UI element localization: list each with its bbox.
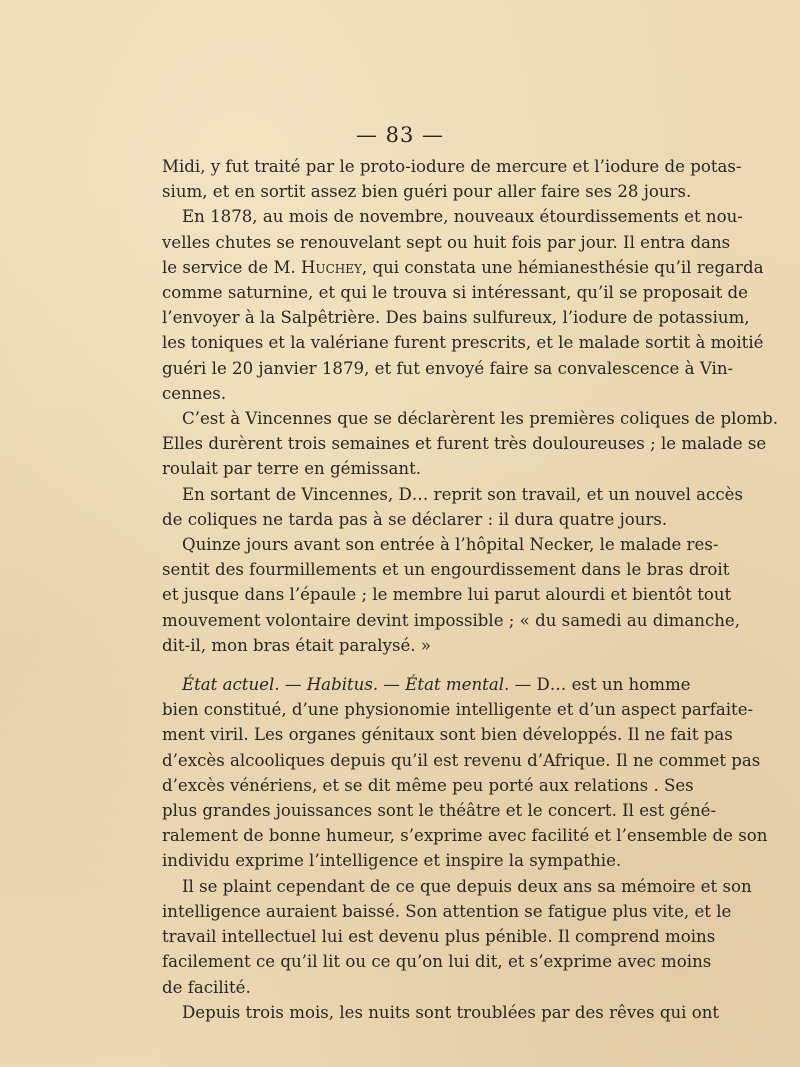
physician-name: Huchey bbox=[301, 257, 362, 277]
text-line: roulait par terre en gémissant. bbox=[162, 459, 422, 479]
text-line: intelligence auraient baissé. Son attention se fatigue plus vite, et le bbox=[162, 901, 732, 921]
text-line: comme saturnine, et qui le trouva si intéressant, qu’il se proposait de bbox=[162, 283, 748, 303]
text-line: l’envoyer à la Salpêtrière. Des bains sulfureux, l’iodure de potassium, bbox=[162, 308, 750, 328]
text-line: En 1878, au mois de novembre, nouveaux étourdissements et nou- bbox=[182, 207, 743, 227]
text-line: plus grandes jouissances sont le théâtre et le concert. Il est géné- bbox=[162, 801, 717, 821]
paragraph-5 bbox=[162, 532, 741, 658]
text-line: travail intellectuel lui est devenu plus pénible. Il comprend moins bbox=[162, 927, 716, 947]
text-line: Midi, y fut traité par le proto-iodure de mercure et l’iodure de potas- bbox=[162, 157, 742, 176]
text-fragment: — D… est un homme bbox=[509, 675, 691, 695]
text-line: Il se plaint cependant de ce que depuis deux ans sa mémoire et son bbox=[182, 876, 752, 896]
text-line: Quinze jours avant son entrée à l’hôpital Necker, le malade res- bbox=[182, 535, 719, 555]
section-gap bbox=[162, 658, 617, 672]
paragraph-1 bbox=[162, 154, 742, 204]
text-line bbox=[162, 255, 764, 280]
text-line: d’excès vénériens, et se dit même peu porté aux relations . Ses bbox=[162, 775, 694, 795]
text-line: En sortant de Vincennes, D… reprit son travail, et un nouvel accès bbox=[182, 484, 743, 504]
text-line: sentit des fourmillements et un engourdissement dans le bras droit bbox=[162, 560, 730, 580]
text-line: mouvement volontaire devint impossible ; « du samedi au dimanche, bbox=[162, 610, 741, 630]
text-line: de facilité. bbox=[162, 977, 251, 997]
text-line: et jusque dans l’épaule ; le membre lui parut alourdi et bientôt tout bbox=[162, 585, 732, 605]
text-line: C’est à Vincennes que se déclarèrent les premières coliques de plomb. bbox=[182, 409, 779, 429]
text-line: de coliques ne tarda pas à se déclarer : il dura quatre jours. bbox=[162, 509, 668, 529]
text-line: Elles durèrent trois semaines et furent très douloureuses ; le malade se bbox=[162, 434, 767, 454]
text-fragment: le service de M. bbox=[162, 257, 301, 277]
text-line: dit-il, mon bras était paralysé. » bbox=[162, 635, 431, 655]
text-line: sium, et en sortit assez bien guéri pour aller faire ses 28 jours. bbox=[162, 182, 692, 202]
text-line: d’excès alcooliques depuis qu’il est revenu d’Afrique. Il ne commet pas bbox=[162, 750, 761, 770]
paragraph-7 bbox=[162, 874, 752, 1000]
paragraph-4 bbox=[162, 482, 743, 532]
paragraph-2 bbox=[162, 204, 764, 406]
text-line: ment viril. Les organes génitaux sont bien développés. Il ne fait pas bbox=[162, 725, 733, 745]
text-line: Depuis trois mois, les nuits sont troublées par des rêves qui ont bbox=[182, 1002, 720, 1022]
page-number: — 83 — bbox=[355, 123, 445, 147]
text-line: individu exprime l’intelligence et inspire la sympathie. bbox=[162, 851, 622, 871]
paragraph-3 bbox=[162, 406, 779, 482]
text-line: les toniques et la valériane furent prescrits, et le malade sortit à moitié bbox=[162, 333, 764, 353]
text-line: cennes. bbox=[162, 383, 227, 403]
paragraph-8 bbox=[162, 1000, 720, 1025]
text-line: facilement ce qu’il lit ou ce qu’on lui dit, et s’exprime avec moins bbox=[162, 952, 712, 972]
text-line: guéri le 20 janvier 1879, et fut envoyé faire sa convalescence à Vin- bbox=[162, 358, 734, 378]
text-line bbox=[162, 672, 691, 697]
text-line: velles chutes se renouvelant sept ou huit fois par jour. Il entra dans bbox=[162, 232, 731, 252]
text-line: ralement de bonne humeur, s’exprime avec facilité et l’ensemble de son bbox=[162, 826, 768, 846]
paragraph-6 bbox=[162, 672, 768, 874]
text-line: bien constitué, d’une physionomie intelligente et d’un aspect parfaite- bbox=[162, 700, 754, 720]
section-heading: État actuel. — Habitus. — État mental. bbox=[182, 675, 510, 695]
text-fragment: , qui constata une hémianesthésie qu’il regarda bbox=[361, 257, 764, 277]
body-text bbox=[162, 154, 779, 1025]
